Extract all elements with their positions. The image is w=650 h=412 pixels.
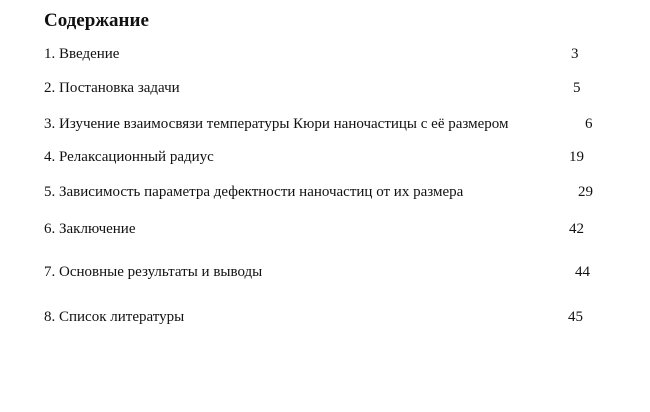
toc-page-number: 6 <box>585 116 593 132</box>
toc-page-number: 29 <box>578 184 593 200</box>
toc-page-number: 3 <box>571 46 579 62</box>
toc-entry-curie-temperature: 3. Изучение взаимосвязи температуры Кюри наночастицы с её размером <box>44 116 509 132</box>
toc-entry-introduction: 1. Введение <box>44 46 120 62</box>
toc-page-number: 42 <box>569 221 584 237</box>
toc-title: Содержание <box>44 10 149 31</box>
toc-entry-defect-parameter: 5. Зависимость параметра дефектности наночастиц от их размера <box>44 184 464 200</box>
toc-page-number: 44 <box>575 264 590 280</box>
toc-page-number: 5 <box>573 80 581 96</box>
toc-entry-problem-statement: 2. Постановка задачи <box>44 80 180 96</box>
toc-entry-references: 8. Список литературы <box>44 309 185 325</box>
toc-page-number: 19 <box>569 149 584 165</box>
toc-entry-conclusion: 6. Заключение <box>44 221 136 237</box>
toc-entry-relaxation-radius: 4. Релаксационный радиус <box>44 149 214 165</box>
toc-entry-main-results: 7. Основные результаты и выводы <box>44 264 263 280</box>
toc-page-number: 45 <box>568 309 583 325</box>
